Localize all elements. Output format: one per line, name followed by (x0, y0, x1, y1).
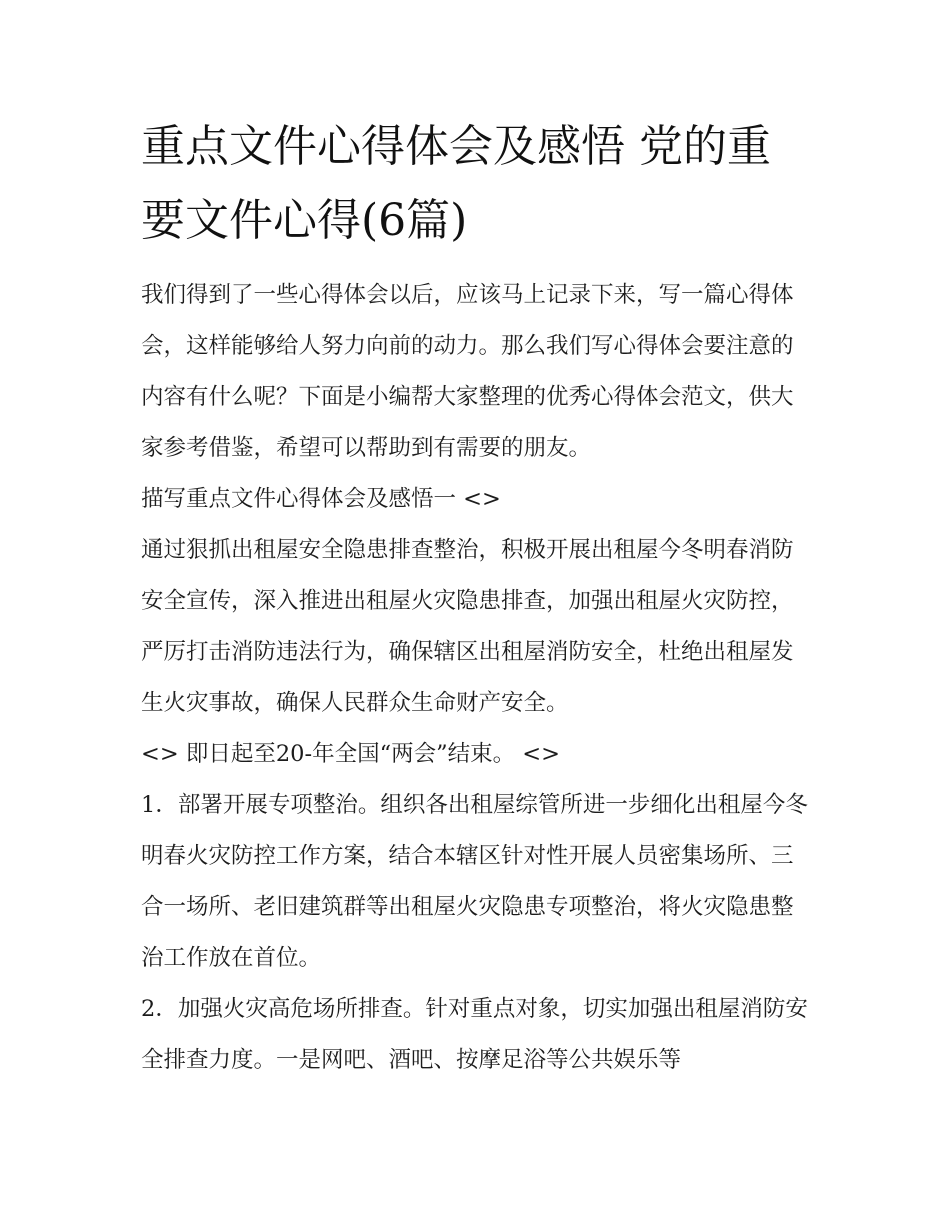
document-body (141, 110, 813, 1086)
period-line: <> 即日起至20-年全国“两会”结束。 <> (141, 741, 560, 767)
section-heading: 描写重点文件心得体会及感悟一 <> (141, 486, 501, 512)
numbered-item-2: 2．加强火灾高危场所排查。针对重点对象，切实加强出租屋消防安全排查力度。一是网吧、酒吧、按摩足浴等公共娱乐等 (141, 996, 808, 1073)
body-paragraph: 通过狠抓出租屋安全隐患排查整治，积极开展出租屋今冬明春消防安全宣传，深入推进出租屋火灾隐患排查，加强出租屋火灾防控，严厉打击消防违法行为，确保辖区出租屋消防安全，杜绝出租屋发生火灾事故，确保人民群众生命财产安全。 (141, 537, 794, 716)
document-title: 重点文件心得体会及感悟 党的重要文件心得(6篇) (141, 121, 771, 246)
numbered-item-1: 1．部署开展专项整治。组织各出租屋综管所进一步细化出租屋今冬明春火灾防控工作方案，结合本辖区针对性开展人员密集场所、三合一场所、老旧建筑群等出租屋火灾隐患专项整治，将火灾隐患整治工作放在首位。 (141, 792, 808, 971)
intro-paragraph: 我们得到了一些心得体会以后，应该马上记录下来，写一篇心得体会，这样能够给人努力向前的动力。那么我们写心得体会要注意的内容有什么呢？下面是小编帮大家整理的优秀心得体会范文，供大家参考借鉴，希望可以帮助到有需要的朋友。 (141, 282, 794, 461)
